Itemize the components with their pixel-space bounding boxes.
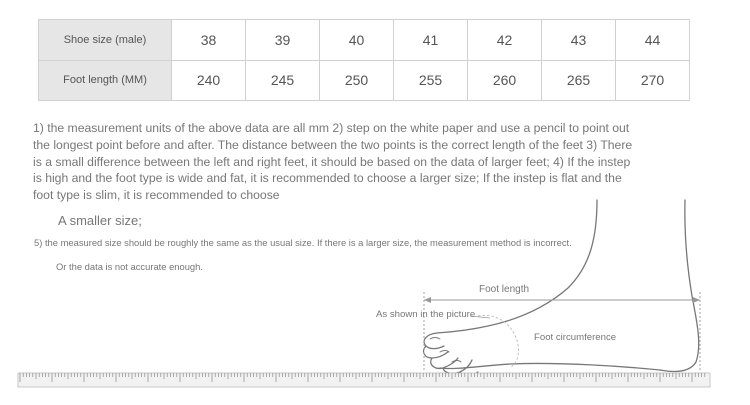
instructions-paragraph: 1) the measurement units of the above data are all mm 2) step on the white paper and use a pencil to point out the longest point before and after. The distance between the two points is the correct length of the feet 3) There is a small difference between the left and right feet, it should be based on the data of larger feet; 4) If the instep is high and the foot type is wide and fat, it is recommended to choose a larger size; If the instep is flat and the foot type is slim, it is recommended to choose [33,121,633,203]
table-cell: 41 [394,20,468,61]
table-cell: 270 [616,60,690,101]
note-5-text: 5) the measured size should be roughly the same as the usual size. If there is a larger size, the measurement method is incorrect. [34,237,572,248]
table-cell: 265 [542,60,616,101]
table-cell: 38 [172,20,246,61]
table-cell: 250 [320,60,394,101]
table-cell: 43 [542,20,616,61]
foot-circumference-label: Foot circumference [534,332,617,343]
smaller-size-text: A smaller size; [58,213,142,228]
row-header-foot-length: Foot length (MM) [39,60,172,101]
table-cell: 245 [246,60,320,101]
shown-in-picture-label: As shown in the picture [376,309,476,320]
table-cell: 240 [172,60,246,101]
foot-length-label: Foot length [479,284,530,295]
table-cell: 42 [468,20,542,61]
table-cell: 39 [246,20,320,61]
table-cell: 255 [394,60,468,101]
foot-illustration [424,200,699,375]
table-cell: 260 [468,60,542,101]
note-6-text: Or the data is not accurate enough. [56,261,203,272]
ruler [18,373,710,387]
table-cell: 40 [320,20,394,61]
table-cell: 44 [616,20,690,61]
row-header-shoe-size: Shoe size (male) [39,20,172,61]
